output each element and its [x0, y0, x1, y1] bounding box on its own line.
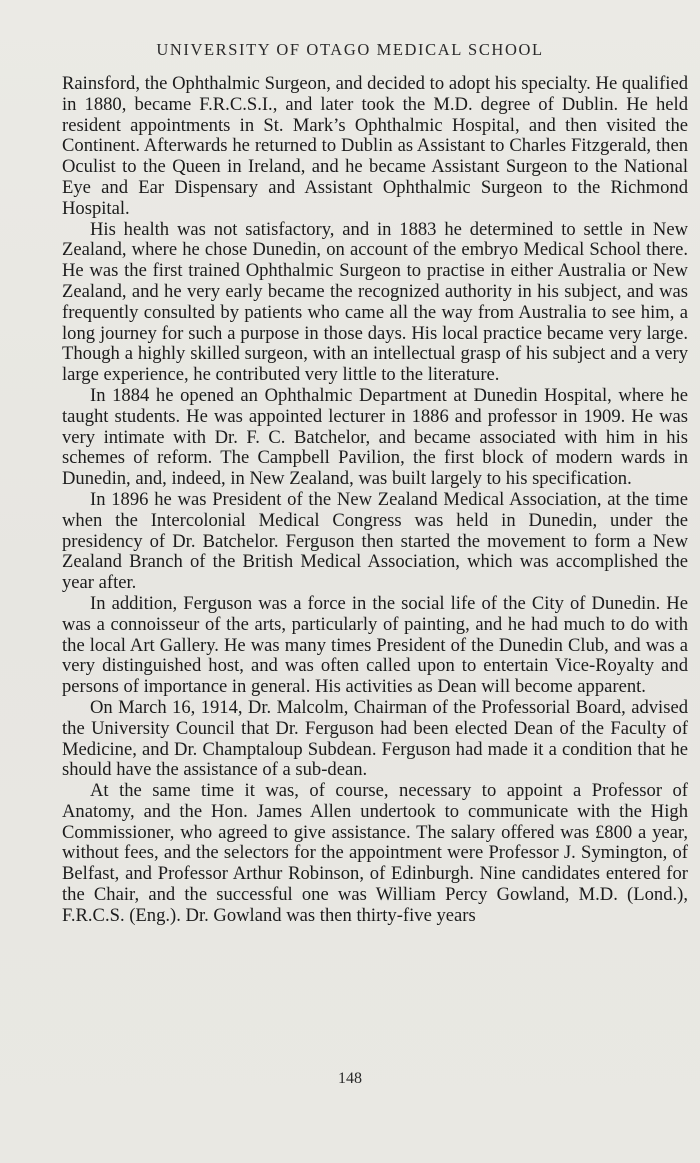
- paragraph-anatomy: At the same time it was, of course, necessary to appoint a Professor of Anatomy, and the Hon. James Allen undertook to communicate with the High Commissioner, who agreed to give assistance. The salary offered was £800 a year, without fees, and the selectors for the appointment were Professor J. Symington, of Belfast, and Professor Arthur Robinson, of Edinburgh. Nine candidates entered for the Chair, and the successful one was William Percy Gowland, M.D. (Lond.), F.R.C.S. (Eng.). Dr. Gowland was then thirty-five years: [62, 780, 688, 926]
- paragraph-social-life: In addition, Ferguson was a force in the social life of the City of Dunedin. He was a connoisseur of the arts, particularly of painting, and he had much to do with the local Art Gallery. He was many times President of the Dunedin Club, and was a very distinguished host, and was often called upon to entertain Vice-Royalty and persons of importance in general. His activities as Dean will become apparent.: [62, 592, 688, 698]
- paragraph-health: His health was not satisfactory, and in 1883 he determined to settle in New Zealand, where he chose Dunedin, on account of the embryo Medical School there. He was the first trained Ophthalmic Surgeon to practise in either Australia or New Zealand, and he very early became the recognized authority in his subject, and was frequently consulted by patients who came all the way from Australia to see him, a long journey for such a purpose in those days. His local practice became very large. Though a highly skilled surgeon, with an intellectual grasp of his subject and a very large experience, he contributed very little to the literature.: [62, 218, 688, 386]
- paragraph-dean: On March 16, 1914, Dr. Malcolm, Chairman of the Professorial Board, advised the University Council that Dr. Ferguson had been elected Dean of the Faculty of Medicine, and Dr. Champtaloup Subdean. Ferguson had made it a condition that he should have the assistance of a sub-dean.: [62, 696, 688, 781]
- paragraph-1896: In 1896 he was President of the New Zealand Medical Association, at the time when the Intercolonial Medical Congress was held in Dunedin, under the presidency of Dr. Batchelor. Ferguson then started the movement to form a New Zealand Branch of the British Medical Association, which was accomplished the year after.: [62, 488, 688, 594]
- body-text: [62, 74, 688, 927]
- page-number: 148: [338, 1070, 362, 1087]
- paragraph-continued: Rainsford, the Ophthalmic Surgeon, and decided to adopt his specialty. He qualified in 1880, became F.R.C.S.I., and later took the M.D. degree of Dublin. He held resident appointments in St. Mark’s Ophthalmic Hospital, and then visited the Continent. Afterwards he returned to Dublin as Assistant to Charles Fitzgerald, then Oculist to the Queen in Ireland, and he became Assistant Surgeon to the National Eye and Ear Dispensary and Assistant Ophthalmic Surgeon to the Richmond Hospital.: [62, 73, 688, 219]
- running-head: UNIVERSITY OF OTAGO MEDICAL SCHOOL: [156, 40, 544, 59]
- paragraph-1884: In 1884 he opened an Ophthalmic Department at Dunedin Hospital, where he taught students. He was appointed lecturer in 1886 and professor in 1909. He was very intimate with Dr. F. C. Batchelor, and became associated with him in his schemes of reform. The Campbell Pavilion, the first block of modern wards in Dunedin, and, indeed, in New Zealand, was built largely to his specification.: [62, 384, 688, 490]
